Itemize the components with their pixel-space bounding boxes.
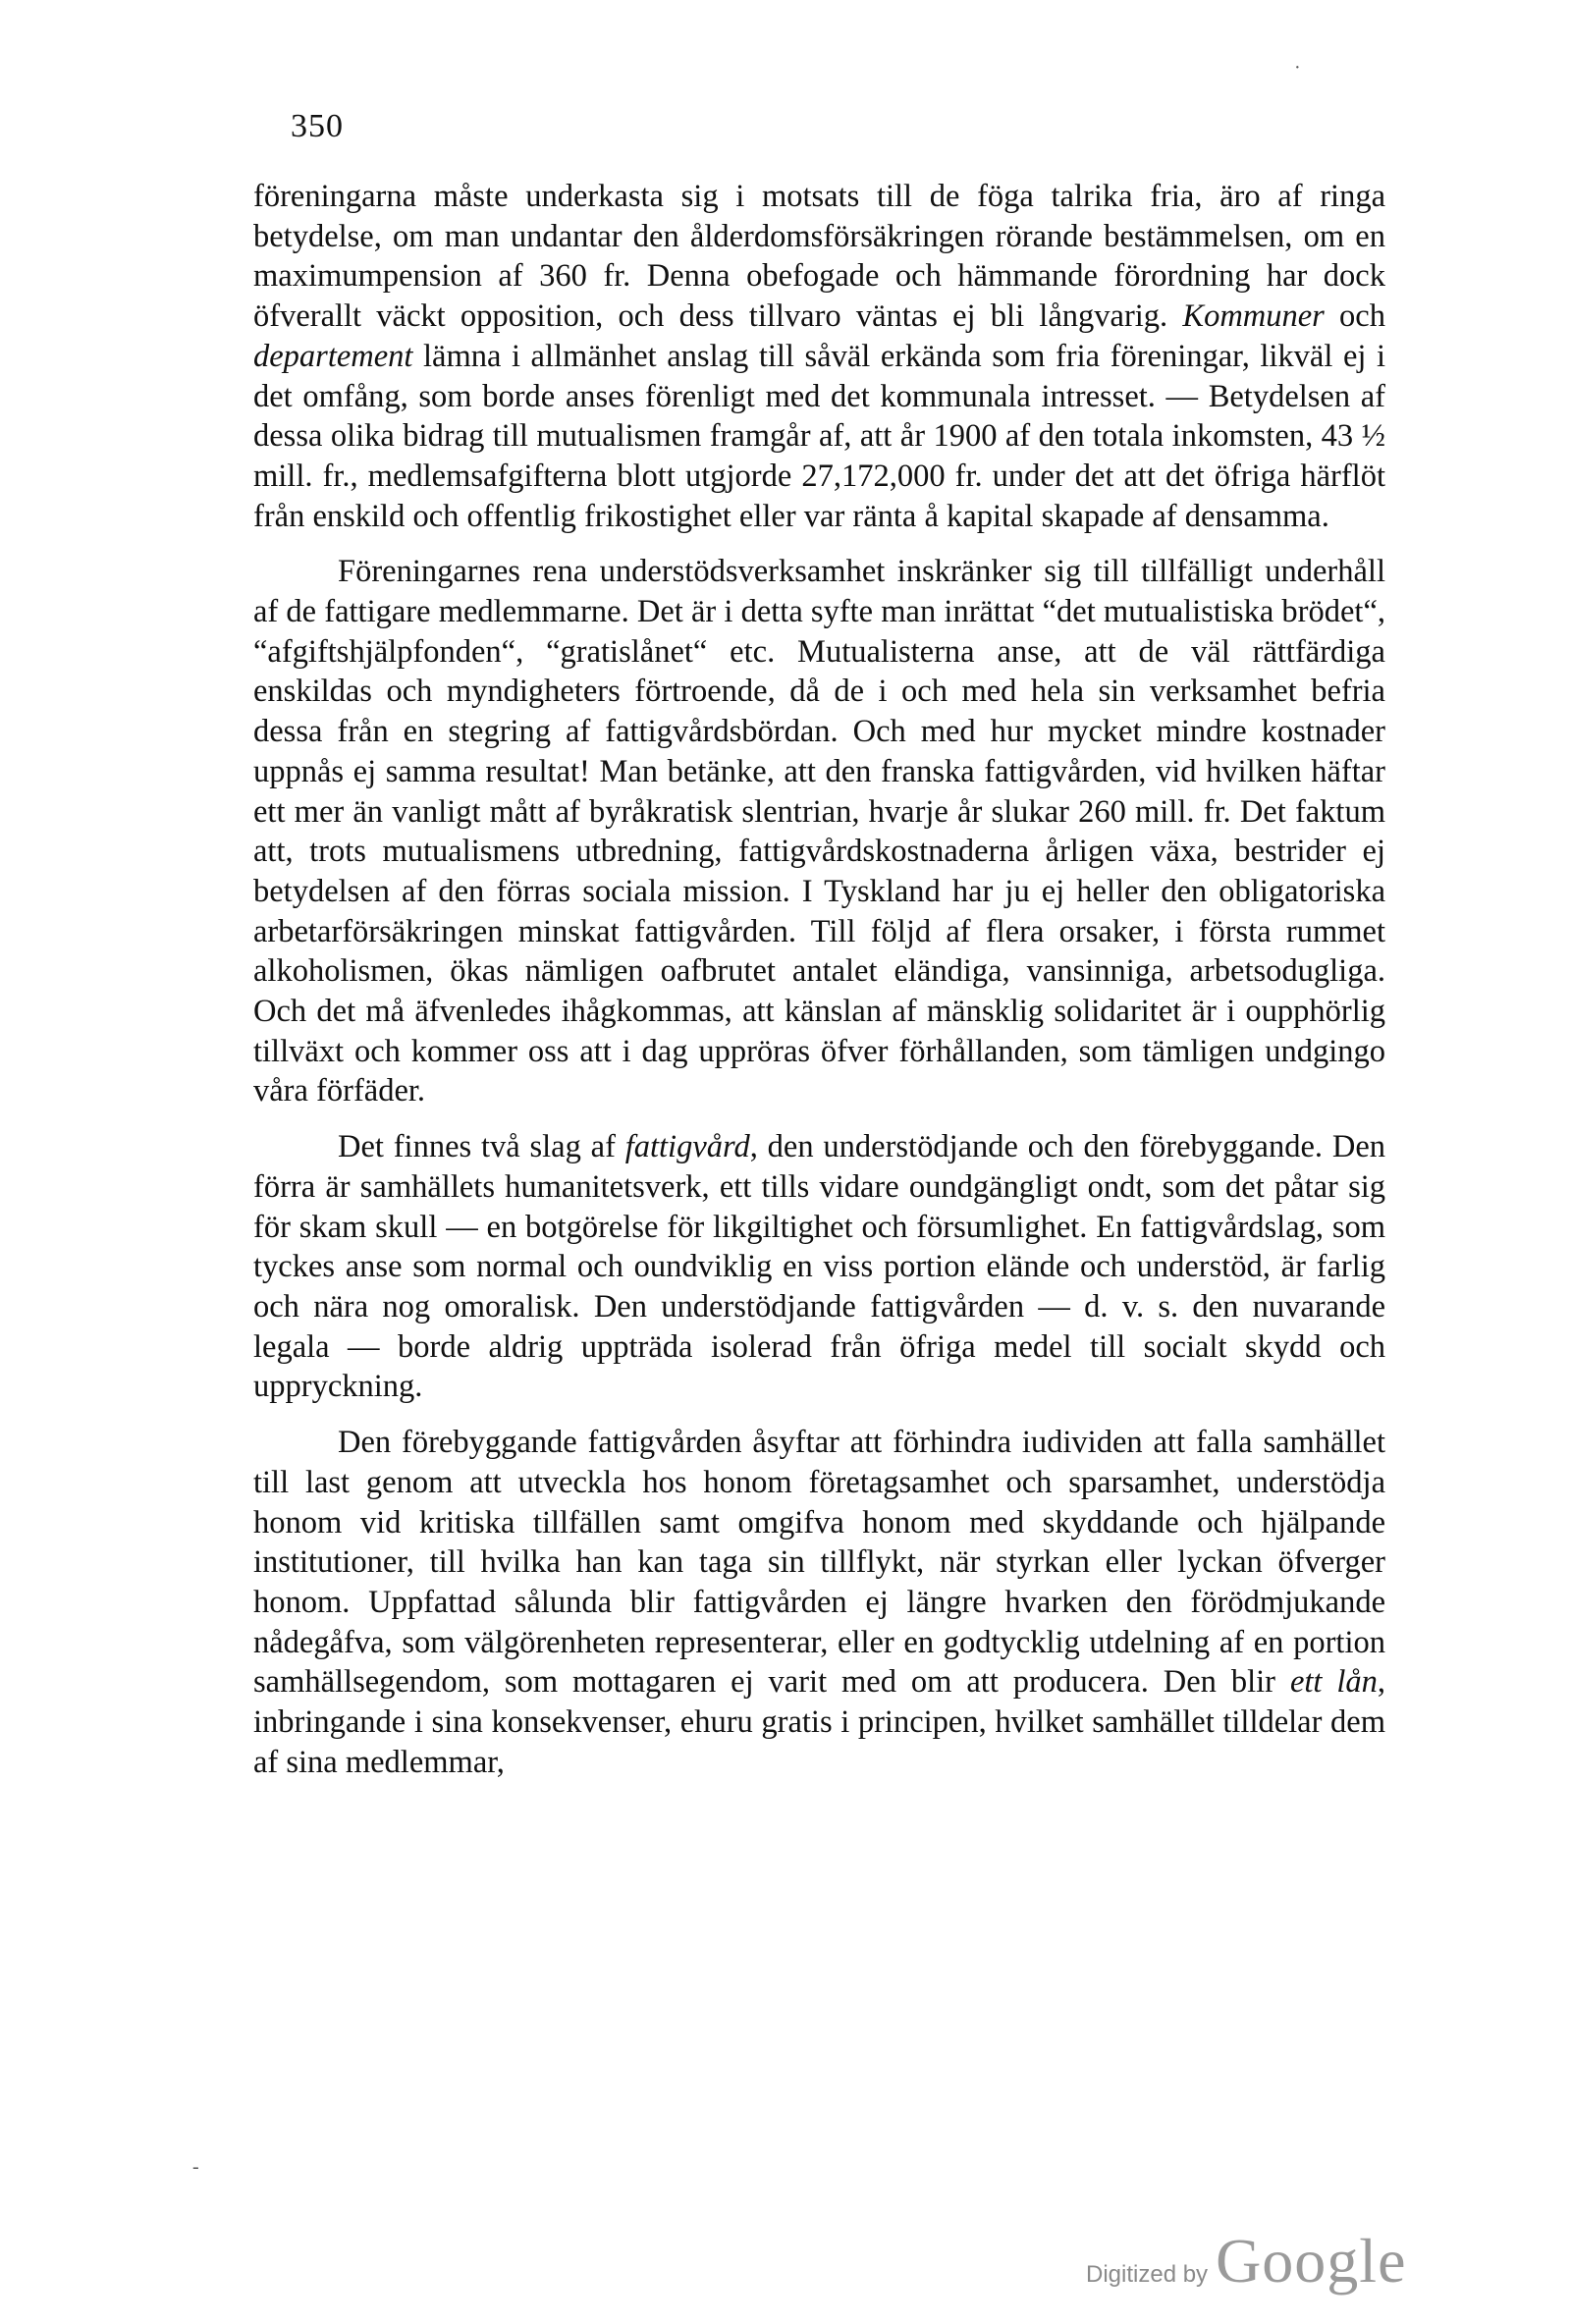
digitized-watermark: [1086, 2225, 1406, 2297]
page-number: 350: [291, 108, 344, 144]
text-run: , inbringande i sina konsekvenser, ehuru gratis i principen, hvilket samhället tilldelar dem af sina medlemmar,: [253, 1664, 1386, 1780]
italic-text: ett lån: [1289, 1664, 1378, 1701]
scan-speck: -: [192, 2156, 199, 2178]
paragraph: [253, 552, 1385, 1111]
paragraph: [253, 1127, 1385, 1407]
italic-text: Kommuner: [1182, 298, 1325, 335]
paragraph: [253, 177, 1385, 536]
italic-text: fattigvård: [624, 1129, 750, 1165]
text-run: lämna i allmänhet anslag till såväl erkända som fria föreningar, likväl ej i det omfång, som borde anses förenligt med det kommunala intresset. — Betydelsen af dessa olika bidrag till mutualismen framgår af, att år 1900 af den totala inkomsten, 43 ½ mill. fr., medlemsafgifterna blott utgjorde 27,172,000 fr. under det att det öfriga härflöt från enskild och offentlig frikostighet eller var ränta å kapital skapade af densamma.: [253, 338, 1385, 534]
text-run: Den förebyggande fattigvården åsyftar att förhindra iudividen att falla samhället till last genom att utveckla hos honom företagsamhet och sparsamhet, understödja honom vid kritiska tillfällen samt omgifva honom med skyddande och hjälpande institutioner, till hvilka han kan taga sin tillflykt, när styrkan eller lyckan öfverger honom. Uppfattad sålunda blir fattigvården ej längre hvarken den förödmjukande nådegåfva, som välgörenheten representerar, eller en godtycklig utdelning af en portion samhällsegendom, som mottagaren ej varit med om att producera. Den blir: [253, 1425, 1385, 1701]
text-run: och: [1324, 298, 1385, 335]
italic-text: departement: [253, 338, 413, 374]
text-run: Det finnes två slag af: [338, 1129, 625, 1165]
text-run: föreningarna måste underkasta sig i motsats till de föga talrika fria, äro af ringa betydelse, om man undantar den ålderdomsförsäkringen rörande bestämmelsen, om en maximumpension af 360 fr. Denna obefogade och hämmande förordning har dock öfverallt väckt opposition, och dess tillvaro väntas ej bli långvarig.: [253, 179, 1385, 335]
watermark-prefix: Digitized by: [1086, 2261, 1209, 2288]
text-run: , den understödjande och den förebyggande. Den förra är samhällets humanitetsverk, ett tills vidare oundgängligt ondt, som det påtar sig för skam skull — en botgörelse för likgiltighet och försumlighet. En fattigvårdslag, som tyckes anse som normal och oundviklig en viss portion elände och understöd, är farlig och nära nog omoralisk. Den understödjande fattigvården — d. v. s. den nuvarande legala — borde aldrig uppträda isolerad från öfriga medel till socialt skydd och uppryckning.: [253, 1129, 1385, 1405]
scan-speck: ·: [1294, 57, 1301, 79]
paragraph: [253, 1423, 1385, 1782]
body-text: [253, 177, 1385, 1782]
google-logo: Google: [1216, 2226, 1407, 2296]
text-run: Föreningarnes rena understödsverksamhet inskränker sig till tillfälligt underhåll af de fattigare medlemmarne. Det är i detta syfte man inrättat “det mutualistiska brödet“, “afgiftshjälpfonden“, “gratislånet“ etc. Mutualisterna anse, att de väl rättfärdiga enskildas och myndigheters förtroende, då de i och med hela sin verksamhet befria dessa från en stegring af fattigvårdsbördan. Och med hur mycket mindre kostnader uppnås ej samma resultat! Man betänke, att den franska fattigvården, vid hvilken häftar ett mer än vanligt mått af byråkratisk slentrian, hvarje år slukar 260 mill. fr. Det faktum att, trots mutualismens utbredning, fattigvårdskostnaderna årligen växa, bestrider ej betydelsen af den förras sociala mission. I Tyskland har ju ej heller den obligatoriska arbetarförsäkringen minskat fattigvården. Till följd af flera orsaker, i första rummet alkoholismen, ökas nämligen oafbrutet antalet eländiga, vansinniga, arbetsodugliga. Och det må äfvenledes ihågkommas, att känslan af mänsklig solidaritet är i oupphörlig tillväxt och kommer oss att i dag uppröras öfver förhållanden, som tämligen undgingo våra förfäder.: [253, 554, 1385, 1109]
